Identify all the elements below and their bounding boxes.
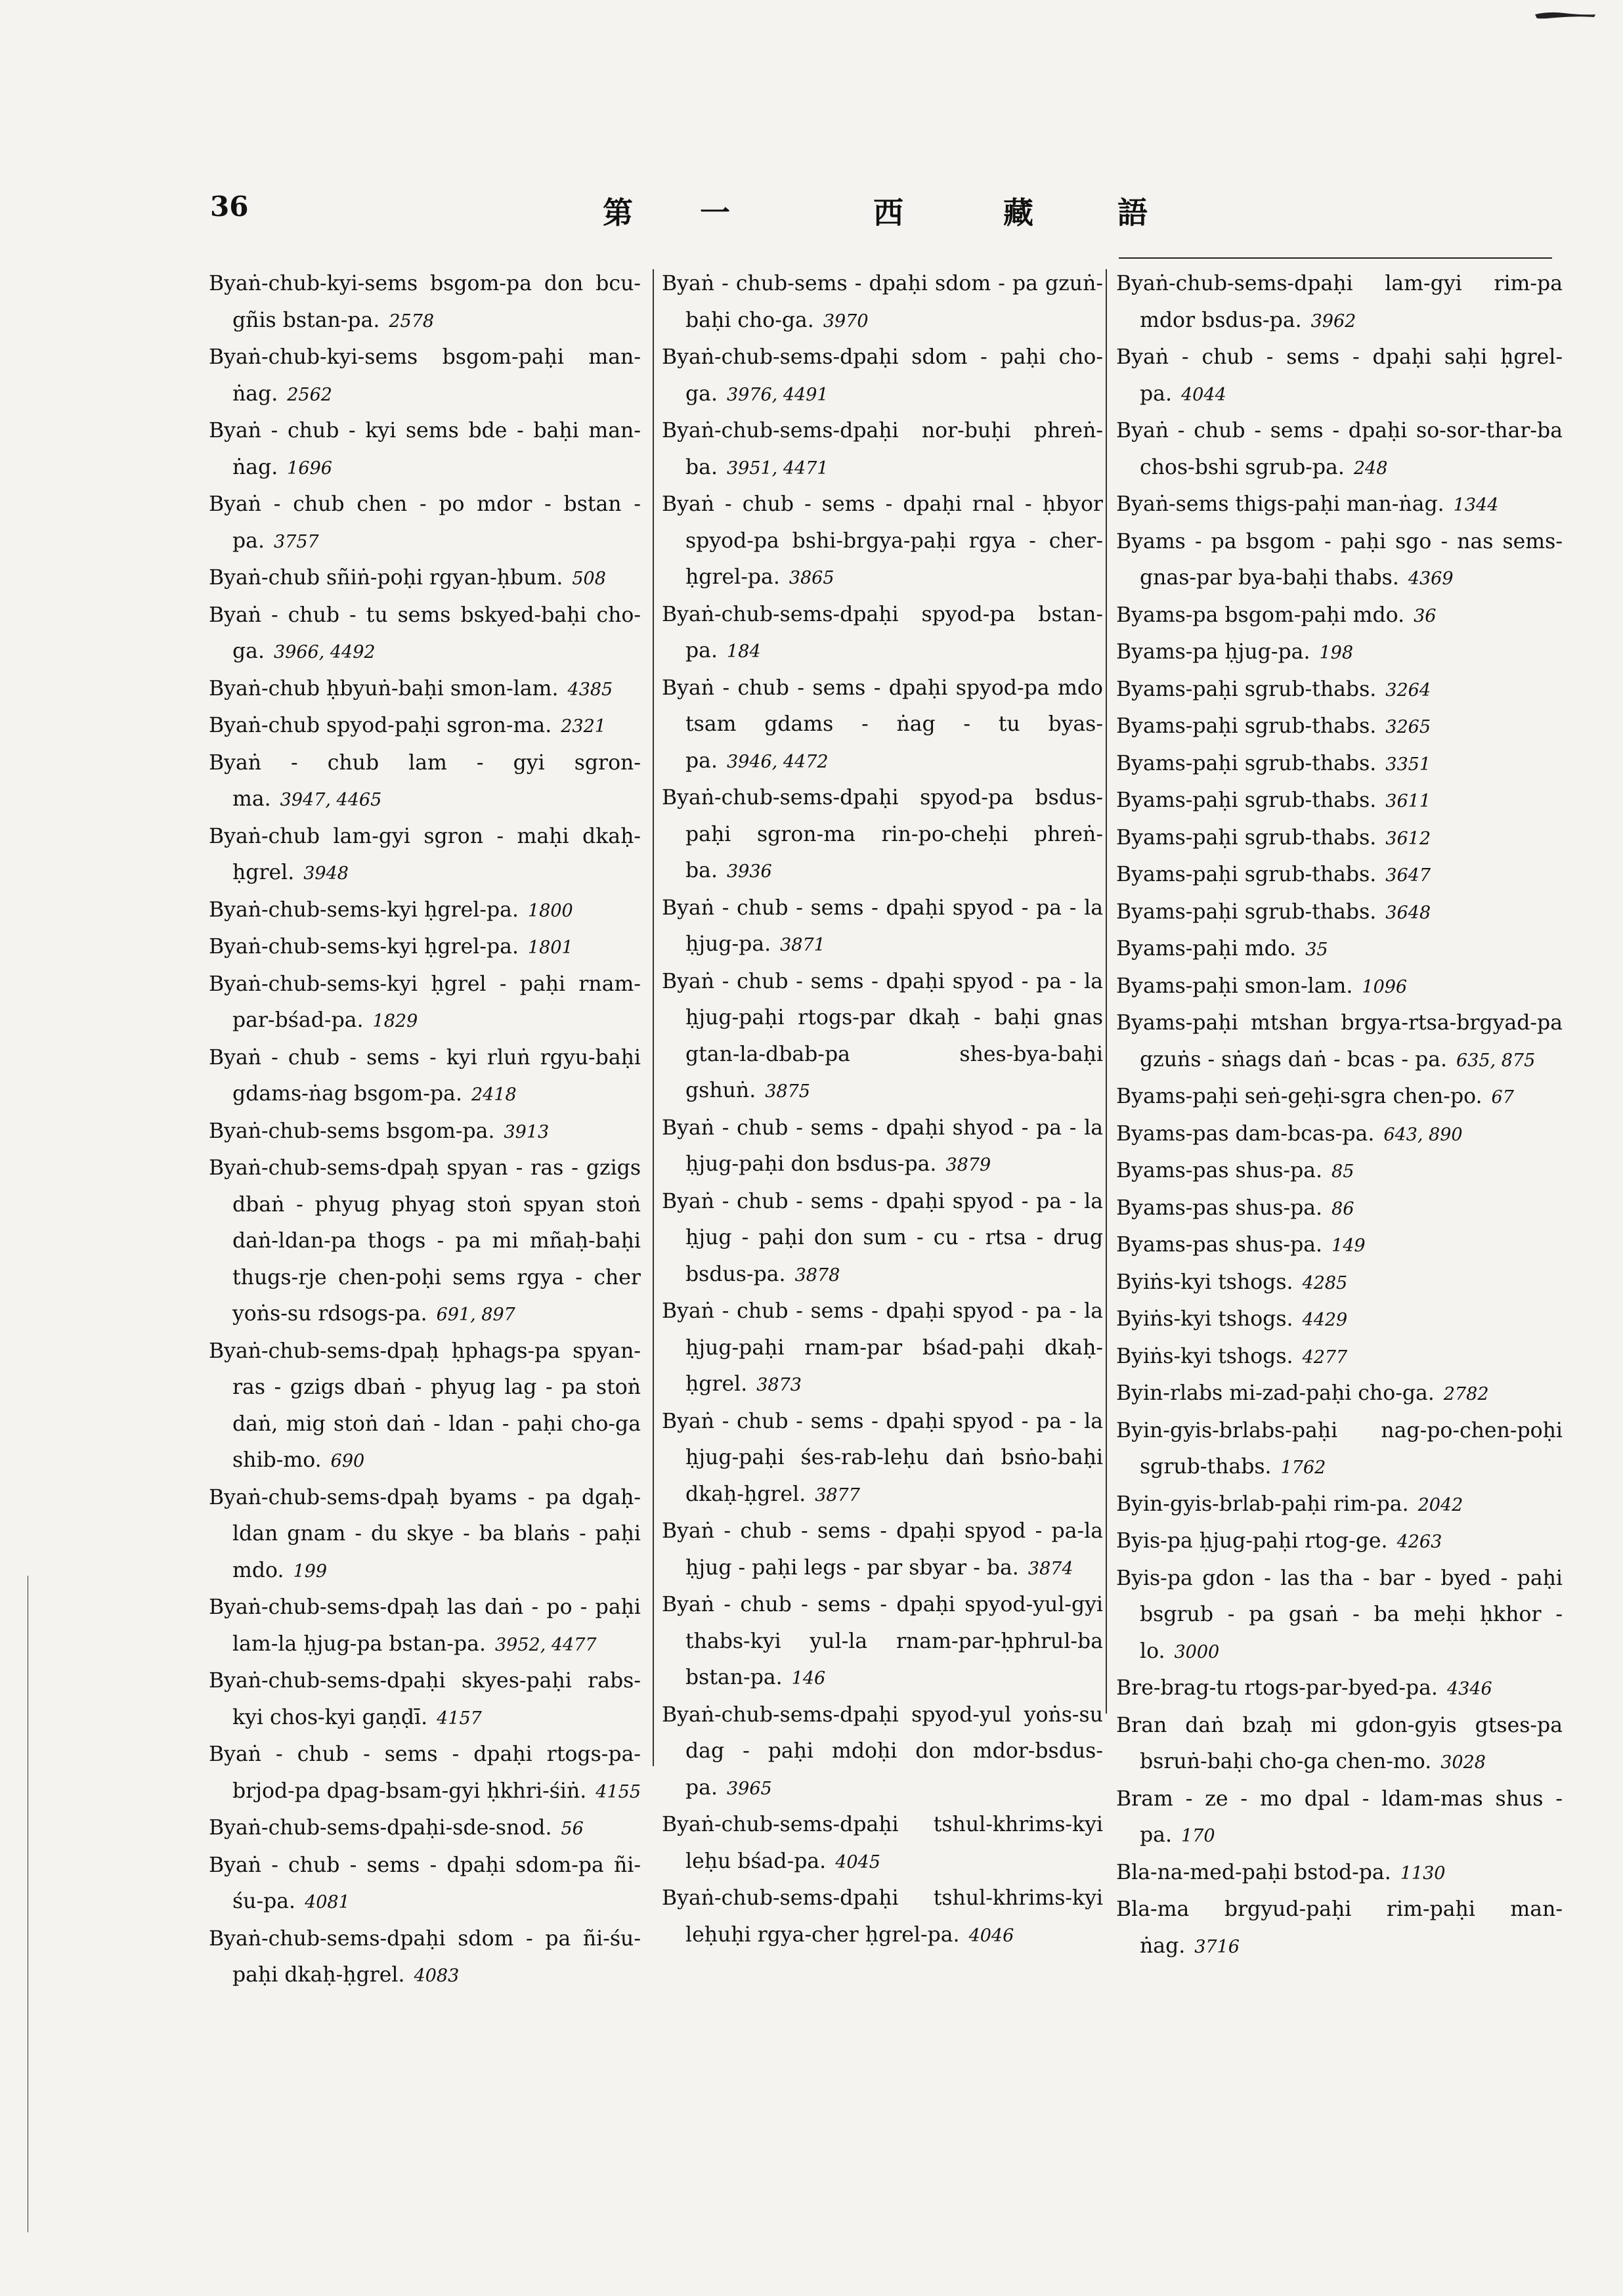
entry-reference-number: 184 (726, 641, 761, 662)
entry-title: Byaṅ - chub - sems - dpaḥi so-sor-thar-ba chos-bshi sgrub-pa. (1116, 419, 1563, 479)
entry-title: Byams-pas shus-pa. (1116, 1196, 1323, 1220)
entry-reference-number: 3951, 4471 (726, 458, 829, 479)
index-column-1 (209, 266, 641, 1995)
index-entry (209, 1590, 641, 1663)
page-number: 36 (210, 190, 249, 223)
entry-title: Byams-paḥi sgrub-thabs. (1116, 714, 1377, 738)
entry-title: Byiṅs-kyi tshogs. (1116, 1270, 1293, 1294)
index-entry (1116, 597, 1563, 635)
entry-title: Byams-paḥi mdo. (1116, 937, 1297, 961)
entry-title: Byaṅ-chub-sems-dpaḥi lam-gyi rim-pa mdor bsdus-pa. (1116, 272, 1563, 332)
entry-title: Byams-pas dam-bcas-pa. (1116, 1121, 1375, 1146)
entry-title: Byaṅ-chub-sems-dpaḥi sdom - pa ñi-śu-paḥi dkaḥ-ḥgrel. (209, 1926, 641, 1987)
column-divider (1106, 269, 1107, 1714)
entry-reference-number: 4346 (1446, 1679, 1492, 1699)
entry-title: Byaṅ-chub lam-gyi sgron - maḥi dkaḥ-ḥgrel. (209, 824, 641, 884)
entry-reference-number: 2321 (561, 716, 606, 737)
entry-title: Byaṅ-chub-kyi-sems bsgom-pa don bcu-gñis bstan-pa. (209, 272, 641, 332)
entry-reference-number: 3913 (504, 1121, 550, 1142)
entry-title: Bre-brag-tu rtogs-par-byed-pa. (1116, 1676, 1438, 1700)
entry-reference-number: 3716 (1194, 1936, 1240, 1957)
index-entry (209, 1848, 641, 1921)
index-entry (662, 597, 1103, 670)
index-entry (1116, 1079, 1563, 1116)
header-rule (1119, 257, 1552, 259)
entry-title: Byaṅ - chub - sems - dpaḥi spyod-yul-gyi thabs-kyi yul-la rnam-par-ḥphrul-ba bstan-pa. (662, 1593, 1103, 1689)
index-entry (662, 670, 1103, 781)
index-entry (662, 1110, 1103, 1184)
entry-reference-number: 67 (1491, 1087, 1514, 1108)
entry-reference-number: 4155 (595, 1781, 641, 1802)
index-entry (209, 487, 641, 560)
entry-title: Byaṅ-chub-sems-dpaḥ byams - pa dgaḥ-ldan gnam - du skye - ba blaṅs - paḥi mdo. (209, 1485, 641, 1582)
entry-title: Byis-pa ḥjug-paḥi rtog-ge. (1116, 1529, 1388, 1553)
entry-title: Byaṅ-chub-sems-dpaḥ las daṅ - po - paḥi lam-la ḥjug-pa bstan-pa. (209, 1595, 641, 1656)
entry-reference-number: 4045 (835, 1852, 880, 1873)
entry-title: Byaṅ - chub - sems - dpaḥi spyod - pa - la ḥjug-paḥi śes-rab-leḥu daṅ bsṅo-baḥi dkaḥ-ḥgrel. (662, 1409, 1103, 1506)
entry-title: Byaṅ - chub - sems - dpaḥi spyod - pa - la ḥjug-paḥi rnam-par bśad-paḥi dkaḥ-ḥgrel. (662, 1299, 1103, 1396)
entry-title: Byams-paḥi sgrub-thabs. (1116, 899, 1377, 924)
entry-reference-number: 2042 (1417, 1494, 1463, 1515)
entry-reference-number: 1696 (287, 458, 332, 479)
entry-reference-number: 1130 (1400, 1863, 1446, 1884)
entry-reference-number: 4044 (1180, 384, 1226, 405)
entry-title: Byaṅ-chub-sems-dpaḥ ḥphags-pa spyan-ras - gzigs dbaṅ - phyug lag - pa stoṅ daṅ, mig stoṅ daṅ - ldan - paḥi cho-ga shib-mo. (209, 1339, 641, 1472)
index-entry (1116, 1670, 1563, 1708)
index-entry (1116, 1153, 1563, 1190)
entry-title: Byis-pa gdon - las tha - bar - byed - paḥi bsgrub - pa gsaṅ - ba meḥi ḥkhor - lo. (1116, 1566, 1563, 1663)
entry-reference-number: 1829 (372, 1011, 418, 1031)
index-column-3 (1116, 266, 1563, 1965)
index-entry (662, 1697, 1103, 1808)
index-entry (662, 1184, 1103, 1294)
entry-title: Byaṅ - chub - sems - dpaḥi shyod - pa - la ḥjug-paḥi don bsdus-pa. (662, 1116, 1103, 1176)
entry-reference-number: 36 (1414, 605, 1437, 626)
index-entry (209, 339, 641, 413)
index-entry (209, 1114, 641, 1151)
entry-reference-number: 3875 (765, 1081, 810, 1102)
entry-title: Byams - pa bsgom - paḥi sgo - nas sems-gnas-par bya-baḥi thabs. (1116, 529, 1563, 590)
entry-reference-number: 3873 (756, 1375, 802, 1395)
entry-reference-number: 3028 (1440, 1752, 1486, 1773)
header-title-char: 一 (700, 195, 730, 230)
entry-title: Bran daṅ bzaḥ mi gdon-gyis gtses-pa bsruṅ-baḥi cho-ga chen-mo. (1116, 1713, 1563, 1773)
entry-title: Byaṅ-chub-sems-dpaḥi nor-buḥi phreṅ-ba. (662, 419, 1103, 479)
index-entry (209, 1921, 641, 1995)
entry-reference-number: 3871 (780, 935, 825, 955)
index-entry (209, 560, 641, 597)
index-entry (1116, 634, 1563, 672)
index-entry (662, 1807, 1103, 1880)
index-entry (1116, 1116, 1563, 1154)
index-entry (1116, 820, 1563, 857)
index-entry (209, 892, 641, 930)
entry-reference-number: 2578 (389, 311, 435, 332)
entry-title: Byaṅ - chub-sems - dpaḥi sdom - pa gzuṅ-baḥi cho-ga. (662, 272, 1103, 332)
index-entry (1116, 1892, 1563, 1965)
entry-title: Byaṅ-chub-sems-dpaḥi spyod-pa bstan-pa. (662, 602, 1103, 662)
index-entry (209, 966, 641, 1040)
entry-reference-number: 2782 (1443, 1384, 1489, 1404)
entry-reference-number: 4081 (305, 1892, 350, 1913)
entry-reference-number: 3952, 4477 (495, 1634, 597, 1655)
entry-title: Bla-ma brgyud-paḥi rim-paḥi man-ṅag. (1116, 1897, 1563, 1958)
entry-reference-number: 146 (791, 1668, 826, 1689)
entry-title: Byaṅ - chub lam - gyi sgron-ma. (209, 750, 641, 811)
entry-reference-number: 35 (1305, 940, 1328, 960)
entry-title: Byaṅ - chub - sems - dpaḥi spyod - pa - la ḥjug-pa. (662, 896, 1103, 956)
index-entry (1116, 413, 1563, 487)
index-entry (1116, 1005, 1563, 1079)
index-entry (662, 780, 1103, 890)
index-entry (209, 929, 641, 966)
entry-reference-number: 3611 (1385, 791, 1431, 812)
entry-title: Byaṅ-chub-sems-dpaḥ spyan - ras - gzigs dbaṅ - phyug phyag stoṅ spyan stoṅ daṅ-ldan-pa thogs - pa mi mñaḥ-baḥi thugs-rje chen-poḥi sems rgya - cher yoṅs-su rdsogs-pa. (209, 1156, 641, 1326)
entry-title: Byaṅ - chub - sems - dpaḥi spyod - pa-la ḥjug - paḥi legs - par sbyar - ba. (662, 1519, 1103, 1580)
entry-reference-number: 198 (1319, 643, 1354, 663)
entry-title: Byin-gyis-brlabs-paḥi nag-po-chen-poḥi sgrub-thabs. (1116, 1418, 1563, 1479)
entry-reference-number: 3877 (815, 1484, 860, 1505)
entry-title: Byaṅ-chub sñiṅ-poḥi rgyan-ḥbum. (209, 566, 563, 590)
entry-reference-number: 1344 (1453, 495, 1499, 515)
index-entry (1116, 783, 1563, 820)
entry-title: Byiṅs-kyi tshogs. (1116, 1307, 1293, 1331)
entry-title: Byaṅ-chub-sems-kyi ḥgrel-pa. (209, 935, 519, 959)
entry-reference-number: 508 (572, 569, 606, 589)
index-entry (209, 671, 641, 708)
entry-reference-number: 199 (293, 1561, 328, 1582)
entry-reference-number: 4263 (1396, 1532, 1442, 1552)
index-entry (1116, 1227, 1563, 1265)
index-entry (1116, 857, 1563, 894)
index-entry (1116, 1781, 1563, 1855)
index-entry (662, 1293, 1103, 1404)
entry-title: Byams-paḥi sgrub-thabs. (1116, 789, 1377, 812)
entry-title: Bla-na-med-paḥi bstod-pa. (1116, 1860, 1391, 1884)
entry-reference-number: 4157 (437, 1708, 482, 1729)
index-entry (1116, 931, 1563, 968)
entry-reference-number: 4285 (1302, 1272, 1348, 1293)
entry-reference-number: 1762 (1280, 1458, 1326, 1478)
entry-reference-number: 3265 (1385, 717, 1431, 737)
entry-title: Byaṅ - chub - sems - dpaḥi rnal - ḥbyor spyod-pa bshi-brgya-paḥi rgya - cher-ḥgrel-pa. (662, 492, 1103, 589)
entry-reference-number: 1096 (1362, 976, 1408, 997)
entry-reference-number: 3878 (794, 1265, 840, 1286)
index-entry (1116, 1561, 1563, 1671)
entry-reference-number: 3647 (1385, 865, 1431, 886)
entry-reference-number: 4083 (414, 1966, 460, 1986)
header-title-char: 語 (1117, 195, 1148, 230)
entry-title: Byiṅs-kyi tshogs. (1116, 1344, 1293, 1368)
index-entry (1116, 1855, 1563, 1892)
entry-title: Byaṅ - chub chen - po mdor - bstan - pa. (209, 492, 641, 553)
entry-title: Byaṅ-chub-sems-dpaḥi skyes-paḥi rabs-kyi chos-kyi gaṇḍī. (209, 1669, 641, 1729)
entry-title: Byaṅ - chub - sems - dpaḥi saḥi ḥgrel-pa. (1116, 345, 1563, 406)
index-entry (662, 964, 1103, 1110)
index-entry (662, 487, 1103, 597)
entry-title: Byaṅ-sems thigs-paḥi man-ṅag. (1116, 492, 1444, 516)
entry-reference-number: 3948 (303, 863, 349, 884)
entry-reference-number: 86 (1331, 1198, 1354, 1219)
entry-reference-number: 3865 (789, 568, 834, 588)
entry-reference-number: 3936 (726, 861, 772, 882)
entry-reference-number: 1800 (527, 900, 573, 921)
entry-reference-number: 691, 897 (436, 1305, 515, 1325)
page-header (210, 189, 1549, 228)
entry-reference-number: 3879 (945, 1155, 991, 1175)
entry-title: Byaṅ - chub - sems - kyi rluṅ rgyu-baḥi gdams-ṅag bsgom-pa. (209, 1045, 641, 1106)
index-entry (1116, 894, 1563, 932)
index-entry (209, 413, 641, 487)
entry-reference-number: 4046 (968, 1925, 1014, 1946)
entry-reference-number: 85 (1331, 1161, 1354, 1182)
index-column-2 (662, 266, 1103, 1954)
index-entry (1116, 1708, 1563, 1781)
index-entry (1116, 487, 1563, 524)
entry-title: Byams-pa bsgom-paḥi mdo. (1116, 603, 1405, 627)
entry-reference-number: 3965 (726, 1778, 772, 1799)
entry-title: Byams-paḥi sgrub-thabs. (1116, 677, 1377, 701)
entry-title: Byaṅ-chub-sems-dpaḥi tshul-khrims-kyi leḥuḥi rgya-cher ḥgrel-pa. (662, 1886, 1103, 1947)
entry-title: Bram - ze - mo dpal - ldam-mas shus - pa. (1116, 1787, 1563, 1847)
index-entry (209, 1810, 641, 1848)
index-entry (209, 1333, 641, 1480)
header-title-char: 西 (873, 195, 903, 230)
entry-reference-number: 4277 (1302, 1347, 1348, 1368)
index-entry (209, 1040, 641, 1114)
entry-reference-number: 3648 (1385, 902, 1431, 923)
entry-reference-number: 3264 (1385, 680, 1431, 701)
index-entry (209, 597, 641, 671)
entry-title: Byaṅ-chub spyod-paḥi sgron-ma. (209, 714, 552, 737)
index-entry (209, 745, 641, 819)
index-entry (1116, 1190, 1563, 1228)
entry-reference-number: 635, 875 (1456, 1050, 1536, 1071)
index-entry (209, 1150, 641, 1333)
entry-reference-number: 643, 890 (1383, 1124, 1463, 1145)
entry-reference-number: 3612 (1385, 828, 1431, 849)
entry-reference-number: 1801 (527, 938, 573, 958)
entry-title: Byaṅ-chub-sems-dpaḥi spyod-pa bsdus-paḥi sgron-ma rin-po-cheḥi phreṅ-ba. (662, 786, 1103, 882)
index-entry (662, 1880, 1103, 1954)
index-entry (662, 1513, 1103, 1587)
entry-title: Byams-pas shus-pa. (1116, 1233, 1323, 1257)
entry-title: Byams-pa ḥjug-pa. (1116, 640, 1310, 664)
index-entry (209, 266, 641, 339)
header-title-char: 第 (603, 195, 633, 230)
entry-reference-number: 2562 (287, 384, 332, 405)
index-entry (1116, 746, 1563, 783)
corner-ink-mark (1535, 9, 1595, 20)
index-entry (1116, 1413, 1563, 1486)
entry-title: Byaṅ - chub - sems - dpaḥi spyod - pa - la ḥjug - paḥi don sum - cu - rtsa - drug bsdus-pa. (662, 1189, 1103, 1286)
index-entry (1116, 1339, 1563, 1376)
entry-reference-number: 3874 (1028, 1558, 1073, 1579)
index-entry (1116, 672, 1563, 709)
entry-title: Byams-paḥi smon-lam. (1116, 974, 1353, 998)
entry-title: Byaṅ-chub-sems bsgom-pa. (209, 1119, 495, 1143)
index-entry (1116, 266, 1563, 339)
index-entry (662, 339, 1103, 413)
entry-reference-number: 149 (1331, 1236, 1366, 1256)
entry-title: Byin-gyis-brlab-paḥi rim-pa. (1116, 1492, 1409, 1516)
entry-title: Byaṅ-chub-kyi-sems bsgom-paḥi man-ṅag. (209, 345, 641, 406)
entry-reference-number: 3000 (1174, 1641, 1220, 1662)
index-entry (662, 266, 1103, 339)
entry-title: Byaṅ-chub-sems-kyi ḥgrel-pa. (209, 898, 519, 922)
index-entry (1116, 1486, 1563, 1524)
index-entry (1116, 1301, 1563, 1339)
entry-reference-number: 3976, 4491 (726, 384, 829, 405)
index-entry (209, 1663, 641, 1737)
entry-title: Byaṅ - chub - sems - dpaḥi spyod-pa mdo tsam gdams - ṅag - tu byas-pa. (662, 676, 1103, 773)
entry-reference-number: 690 (330, 1451, 365, 1471)
entry-reference-number: 170 (1180, 1826, 1215, 1846)
entry-reference-number: 3946, 4472 (726, 751, 829, 772)
entry-title: Byaṅ - chub - sems - dpaḥi spyod - pa - la ḥjug-paḥi rtogs-par dkaḥ - baḥi gnas gtan-la-dbab-pa shes-bya-baḥi gshuṅ. (662, 969, 1103, 1102)
entry-title: Byams-paḥi sgrub-thabs. (1116, 751, 1377, 775)
index-entry (1116, 524, 1563, 597)
entry-title: Byaṅ-chub-sems-dpaḥi tshul-khrims-kyi leḥu bśad-pa. (662, 1813, 1103, 1873)
entry-reference-number: 3947, 4465 (280, 790, 382, 810)
entry-title: Byams-pas shus-pa. (1116, 1159, 1323, 1182)
entry-title: Byams-paḥi seṅ-geḥi-sgra chen-po. (1116, 1085, 1482, 1108)
entry-title: Byaṅ-chub ḥbyuṅ-baḥi smon-lam. (209, 676, 559, 701)
entry-reference-number: 248 (1353, 458, 1388, 479)
entry-reference-number: 3757 (273, 531, 319, 552)
entry-title: Byaṅ - chub - sems - dpaḥi sdom-pa ñi-śu-pa. (209, 1853, 641, 1913)
entry-title: Byaṅ - chub - kyi sems bde - baḥi man-ṅag. (209, 419, 641, 479)
index-entry (662, 1587, 1103, 1697)
entry-reference-number: 4385 (567, 679, 613, 700)
index-entry (209, 708, 641, 745)
entry-title: Byams-paḥi sgrub-thabs. (1116, 825, 1377, 850)
entry-title: Byaṅ-chub-sems-dpaḥi-sde-snod. (209, 1816, 552, 1840)
index-entry (209, 1737, 641, 1810)
entry-reference-number: 3351 (1385, 754, 1431, 775)
entry-title: Byams-paḥi mtshan brgya-rtsa-brgyad-pa gzuṅs - sṅags daṅ - bcas - pa. (1116, 1011, 1563, 1072)
index-entry (662, 890, 1103, 964)
entry-reference-number: 3966, 4492 (273, 642, 376, 662)
entry-reference-number: 2418 (471, 1085, 517, 1105)
entry-title: Byaṅ-chub-sems-dpaḥi sdom - paḥi cho-ga. (662, 345, 1103, 406)
entry-reference-number: 3962 (1310, 311, 1356, 332)
index-entry (1116, 1265, 1563, 1302)
entry-title: Byaṅ-chub-sems-kyi ḥgrel - paḥi rnam-par-bśad-pa. (209, 972, 641, 1032)
index-entry (1116, 1375, 1563, 1413)
entry-reference-number: 56 (561, 1819, 584, 1839)
column-divider (653, 269, 654, 1766)
entry-reference-number: 3970 (823, 311, 869, 332)
entry-reference-number: 4369 (1408, 569, 1454, 589)
index-entry (662, 1404, 1103, 1514)
index-entry (662, 413, 1103, 487)
entry-title: Byaṅ-chub-sems-dpaḥi spyod-yul yoṅs-su dag - paḥi mdoḥi don mdor-bsdus-pa. (662, 1702, 1103, 1800)
entry-reference-number: 4429 (1302, 1310, 1348, 1330)
entry-title: Byams-paḥi sgrub-thabs. (1116, 863, 1377, 886)
entry-title: Byaṅ - chub - sems - dpaḥi rtogs-pa-brjod-pa dpag-bsam-gyi ḥkhri-śiṅ. (209, 1743, 641, 1803)
entry-title: Byaṅ - chub - tu sems bskyed-baḥi cho-ga. (209, 603, 641, 663)
entry-title: Byin-rlabs mi-zad-paḥi cho-ga. (1116, 1381, 1435, 1405)
index-entry (209, 1480, 641, 1590)
index-entry (1116, 339, 1563, 413)
header-title-char: 藏 (1003, 195, 1033, 230)
index-entry (209, 819, 641, 892)
index-entry (1116, 968, 1563, 1006)
index-entry (1116, 1523, 1563, 1561)
index-entry (1116, 708, 1563, 746)
